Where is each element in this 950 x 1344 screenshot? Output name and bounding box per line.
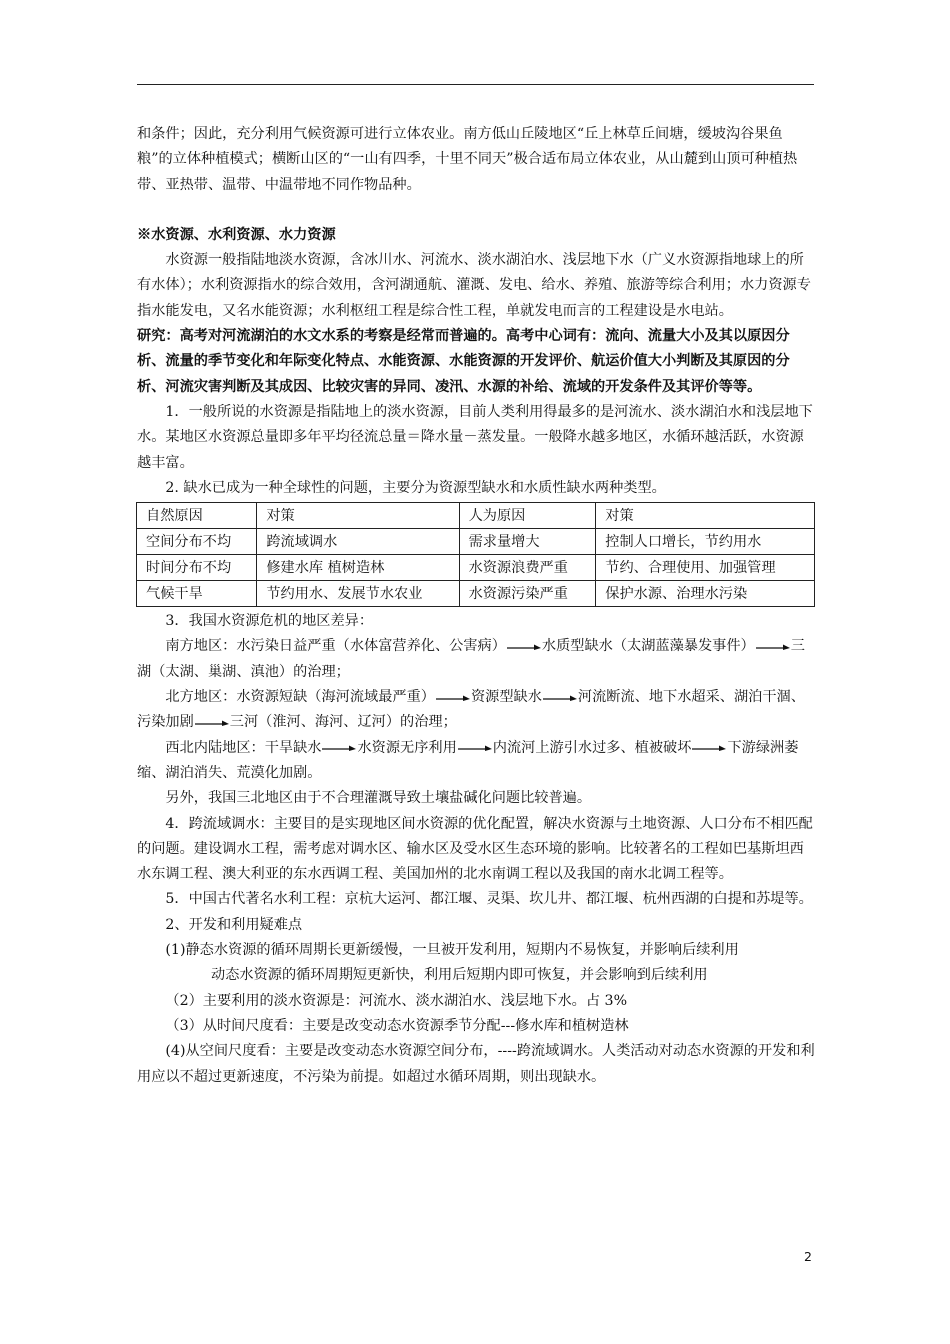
header-rule <box>137 84 814 85</box>
arrow-right-icon <box>543 694 577 701</box>
table-row <box>137 555 815 581</box>
flow-text: 下游绿洲萎缩、湖泊消失、荒漠化加剧。 <box>137 739 799 781</box>
arrow-right-icon <box>436 694 470 701</box>
difficulties-title: 2、开发和利用疑难点 <box>165 916 303 933</box>
flow-text: 三湖（太湖、巢湖、滇池）的治理； <box>137 638 805 680</box>
arrow-right-icon <box>195 719 229 726</box>
table-cell: 需求量增大 <box>459 529 596 555</box>
south-region <box>137 634 817 685</box>
difficulty-item-2: （2）主要利用的淡水资源是：河流水、淡水湖泊水、浅层地下水。占 3% <box>165 992 628 1009</box>
flow-text: 资源型缺水 <box>470 689 542 706</box>
table-header-cell: 自然原因 <box>137 503 257 529</box>
arrow-right-icon <box>507 643 541 650</box>
table-cell: 水资源浪费严重 <box>459 555 596 581</box>
table-row <box>137 529 815 555</box>
point-1: 1．一般所说的水资源是指陆地上的淡水资源，目前人类利用得最多的是河流水、淡水湖泊水和浅层地下水。某地区水资源总量即多年平均径流总量＝降水量－蒸发量。一般降水越多地区，水循环越活跃，水资源越丰富。 <box>137 403 813 471</box>
point-5: 5．中国古代著名水利工程：京杭大运河、都江堰、灵渠、坎儿井、都江堰、杭州西湖的白提和苏堤等。 <box>165 891 813 908</box>
intro-paragraph: 和条件；因此，充分利用气候资源可进行立体农业。南方低山丘陵地区“丘上林草丘间塘，缓坡沟谷果鱼粮”的立体种植模式；横断山区的“一山有四季，十里不同天”极合适布局立体农业，从山麓到山顶可种植热带、亚热带、温带、中温带地不同作物品种。 <box>137 126 798 193</box>
table-cell: 空间分布不均 <box>137 529 257 555</box>
table-header-cell: 对策 <box>596 503 815 529</box>
table-cell: 修建水库 植树造林 <box>257 555 459 581</box>
point-2: 2. 缺水已成为一种全球性的问题，主要分为资源型缺水和水质性缺水两种类型。 <box>165 479 666 496</box>
table-cell: 节约用水、发展节水农业 <box>257 581 459 607</box>
difficulty-item-1: (1)静态水资源的循环周期长更新缓慢，一旦被开发利用，短期内不易恢复，并影响后续利用 <box>165 942 739 959</box>
table-cell: 时间分布不均 <box>137 555 257 581</box>
flow-text: 水资源无序利用 <box>357 739 457 756</box>
flow-text: 内流河上游引水过多、植被破坏 <box>492 739 692 756</box>
arrow-right-icon <box>322 744 356 751</box>
difficulty-item-1b: 动态水资源的循环周期短更新快，利用后短期内即可恢复，并会影响到后续利用 <box>211 967 708 984</box>
table-cell: 节约、合理使用、加强管理 <box>596 555 815 581</box>
point-4: 4．跨流域调水：主要目的是实现地区间水资源的优化配置，解决水资源与土地资源、人口分布不相匹配的问题。建设调水工程，需考虑对调水区、输水区及受水区生态环境的影响。比较著名的工程如巴基斯坦西水东调工程、澳大利亚的东水西调工程、美国加州的北水南调工程以及我国的南水北调工程等。 <box>137 815 813 883</box>
point-3-title: 3．我国水资源危机的地区差异： <box>165 613 374 630</box>
table-cell: 水资源污染严重 <box>459 581 596 607</box>
definition-paragraph: 水资源一般指陆地淡水资源，含冰川水、河流水、淡水湖泊水、浅层地下水（广义水资源指地球上的所有水体）；水利资源指水的综合效用，含河湖通航、灌溉、发电、给水、养殖、旅游等综合利用；水力资源专指水能发电，又名水能资源；水利枢纽工程是综合性工程，单就发电而言的工程建设是水电站。 <box>137 252 811 319</box>
table-cell: 气候干旱 <box>137 581 257 607</box>
flow-text: 西北内陆地区：干旱缺水 <box>165 739 322 756</box>
flow-text: 北方地区：水资源短缺（海河流域最严重） <box>165 689 435 706</box>
flow-text: 南方地区：水污染日益严重（水体富营养化、公害病） <box>165 638 506 655</box>
arrow-right-icon <box>756 643 790 650</box>
northwest-region <box>137 736 817 787</box>
table-cell: 控制人口增长，节约用水 <box>596 529 815 555</box>
page-number: 2 <box>804 1249 812 1264</box>
section-heading: ※水资源、水利资源、水力资源 <box>137 226 336 243</box>
flow-text: 河流断流、地下水超采、湖泊干涸、污染加剧 <box>137 689 805 731</box>
document-body <box>137 122 817 1090</box>
north-region <box>137 685 817 736</box>
point-3-note: 另外，我国三北地区由于不合理灌溉导致土壤盐碱化问题比较普遍。 <box>165 790 592 807</box>
flow-text: 水质型缺水（太湖蓝藻暴发事件） <box>541 638 755 655</box>
difficulty-item-4: (4)从空间尺度看：主要是改变动态水资源空间分布，----跨流域调水。人类活动对动态水资源的开发和利用应以不超过更新速度，不污染为前提。如超过水循环周期，则出现缺水。 <box>137 1043 815 1085</box>
table-row <box>137 581 815 607</box>
flow-text: 三河（淮河、海河、辽河）的治理； <box>229 714 457 731</box>
table-header-cell: 人为原因 <box>459 503 596 529</box>
table-header-cell: 对策 <box>257 503 459 529</box>
difficulty-item-3: （3）从时间尺度看：主要是改变动态水资源季节分配---修水库和植树造林 <box>165 1017 629 1034</box>
arrow-right-icon <box>692 744 726 751</box>
research-paragraph: 研究：高考对河流湖泊的水文水系的考察是经常而普遍的。高考中心词有：流向、流量大小及其以原因分析、流量的季节变化和年际变化特点、水能资源、水能资源的开发评价、航运价值大小判断及其原因的分析、河流灾害判断及其成因、比较灾害的异同、凌汛、水源的补给、流域的开发条件及其评价等等。 <box>137 328 790 395</box>
table-cell: 跨流域调水 <box>257 529 459 555</box>
table-header-row <box>137 503 815 529</box>
water-shortage-table <box>136 502 815 607</box>
table-cell: 保护水源、治理水污染 <box>596 581 815 607</box>
arrow-right-icon <box>458 744 492 751</box>
spacer <box>137 198 817 223</box>
